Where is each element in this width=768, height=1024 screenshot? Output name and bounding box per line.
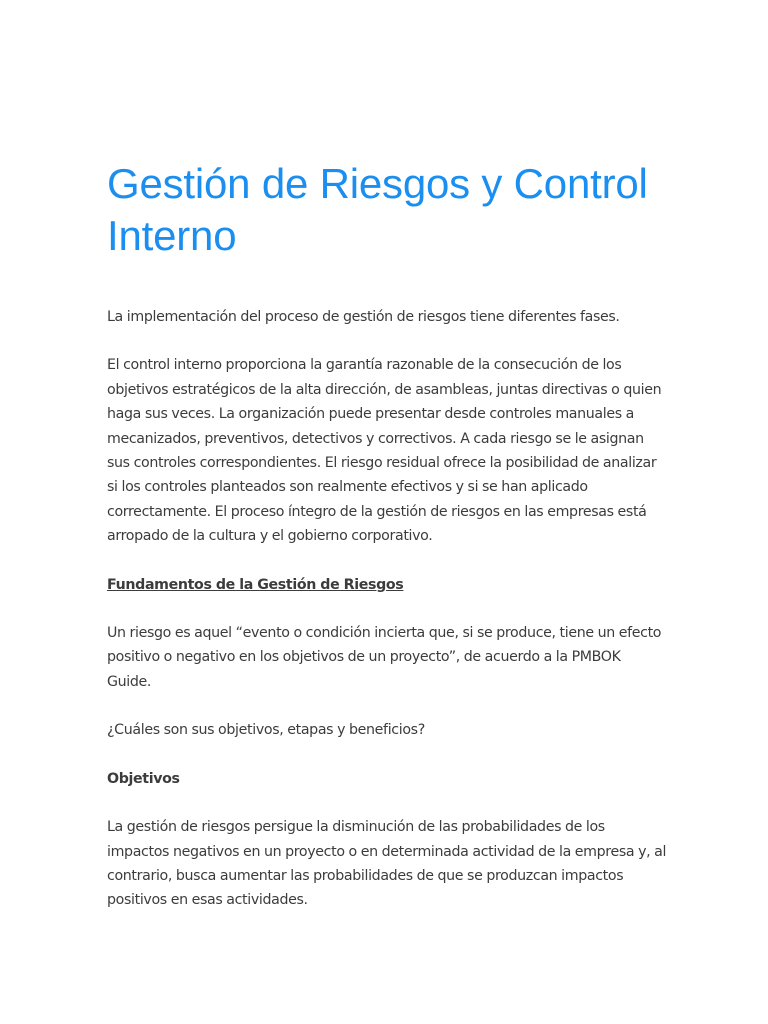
document-content (107, 158, 667, 913)
page-title: Gestión de Riesgos y Control Interno (107, 160, 648, 259)
fundamentos-heading-link[interactable]: Fundamentos de la Gestión de Riesgos (107, 576, 404, 593)
riesgo-definition-paragraph: Un riesgo es aquel “evento o condición incierta que, si se produce, tiene un efecto positivo o negativo en los objetivos de un proyecto”, de acuerdo a la PMBOK Guide. (107, 625, 662, 690)
objetivos-paragraph: La gestión de riesgos persigue la disminución de las probabilidades de los impactos negativos en un proyecto o en determinada actividad de la empresa y, al contrario, busca aumentar las probabilidades de que se produzcan impactos positivos en esas actividades. (107, 819, 667, 909)
fundamentos-heading-wrapper (107, 573, 667, 597)
intro-paragraph: La implementación del proceso de gestión de riesgos tiene diferentes fases. (107, 309, 620, 325)
question-paragraph: ¿Cuáles son sus objetivos, etapas y beneficios? (107, 722, 425, 739)
control-interno-paragraph: El control interno proporciona la garantía razonable de la consecución de los objetivos estratégicos de la alta dirección, de asambleas, juntas directivas o quien haga sus veces. La organización puede presentar desde controles manuales a mecanizados, preventivos, detectivos y correctivos. A cada riesgo se le asignan sus controles correspondientes. El riesgo residual ofrece la posibilidad de analizar si los controles planteados son realmente efectivos y si se han aplicado correctamente. El proceso íntegro de la gestión de riesgos en las empresas está arropado de la cultura y el gobierno corporativo. (107, 357, 662, 545)
objetivos-heading: Objetivos (107, 770, 180, 787)
